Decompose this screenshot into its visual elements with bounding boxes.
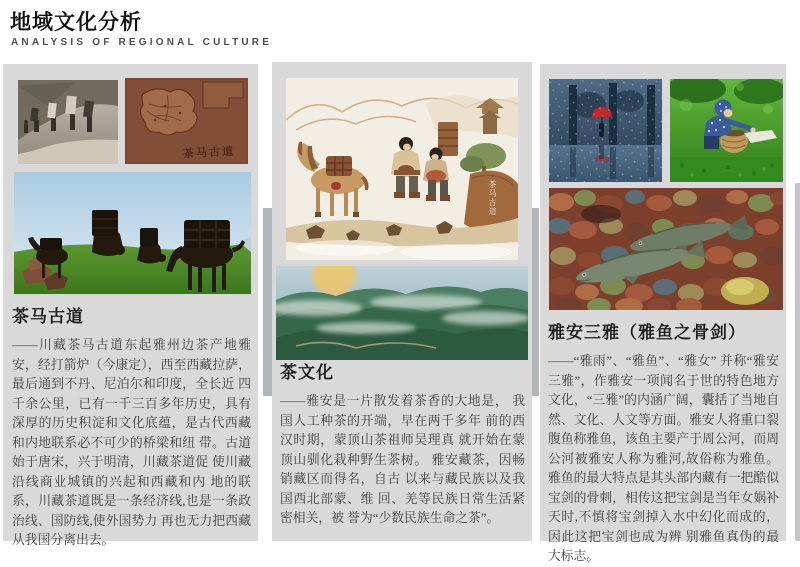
accent-band-right-edge	[795, 183, 800, 541]
panel-title: 雅安三雅（雅鱼之骨剑）	[548, 323, 746, 342]
panel-body-text: ——“雅雨”、“雅鱼”、“雅女” 并称“雅安三雅”，作雅安一项闻名于世的特色地方文化，“三雅”的内涵广阔，囊括了当地自然、文化、人文等方面。雅安人将重口裂腹鱼称雅鱼，该鱼主要产于周公河，而周公河被雅安人称为雅河,故俗称为雅鱼。 雅鱼的最大特点是其头部内藏有一把酷似宝剑的骨刺，相传这把宝剑是当年女娲补天时,不慎将宝剑掉入水中幻化而成的，因此这把宝剑也成为辨 别雅鱼真伪的最大标志。	[548, 354, 779, 563]
tea-horse-road-artwork	[286, 78, 518, 260]
tea-picking-woman-photo	[670, 79, 783, 182]
panel-yaan-three-ya	[540, 64, 786, 563]
panel-title: 茶马古道	[12, 307, 84, 326]
ya-fish-photo	[549, 188, 783, 310]
misty-tea-mountains-photo	[276, 266, 528, 360]
artwork-rock-label: 茶马古道	[488, 180, 497, 216]
relief-map-image	[125, 78, 248, 164]
rain-red-umbrella-photo	[549, 79, 662, 182]
panel-tea-horse-road	[3, 64, 258, 547]
historic-porters-bw-photo	[18, 80, 118, 164]
panel-body-text: ——川藏茶马古道东起雅州边茶产地雅安，经打箭炉（今康定），西至西藏拉萨，最后通到不丹、尼泊尔和印度，全长近 四千余公里，已有一千三百多年历史，具有深厚的历史积淀和文化底蕴，是古代西藏和内地联系必不可少的桥梁和纽 带。古道始于唐宋，兴于明清，川藏茶道促 使川藏沿线商业城镇的兴起和西藏和内 地的联系，川藏茶道既是一条经济线,也是一条政治线、国防线,使外国势力 再也无力把西藏从我国分离出去。	[12, 338, 251, 547]
panel-tea-culture	[272, 62, 532, 541]
relief-map-label: 茶马古道	[182, 145, 236, 161]
page-title: 地域文化分析	[10, 11, 142, 34]
page-subtitle: ANALYSIS OF REGIONAL CULTURE	[11, 37, 273, 48]
panel-title: 茶文化	[280, 363, 334, 382]
panel-body-text: ——雅安是一片散发着茶香的大地是， 我国人工种茶的开端，早在两千多年 前的西汉时期，蒙顶山茶祖师吴理真 就开始在蒙顶山驯化栽种野生茶树。 雅安藏茶，因畅销藏区而得名，自古 以来与藏民族以及我国西北部蒙、维 回、羌等民族日常生活紧密相关，被 誉为“少数民族生命之茶”。	[280, 394, 525, 525]
porters-sculpture-photo	[14, 172, 251, 294]
